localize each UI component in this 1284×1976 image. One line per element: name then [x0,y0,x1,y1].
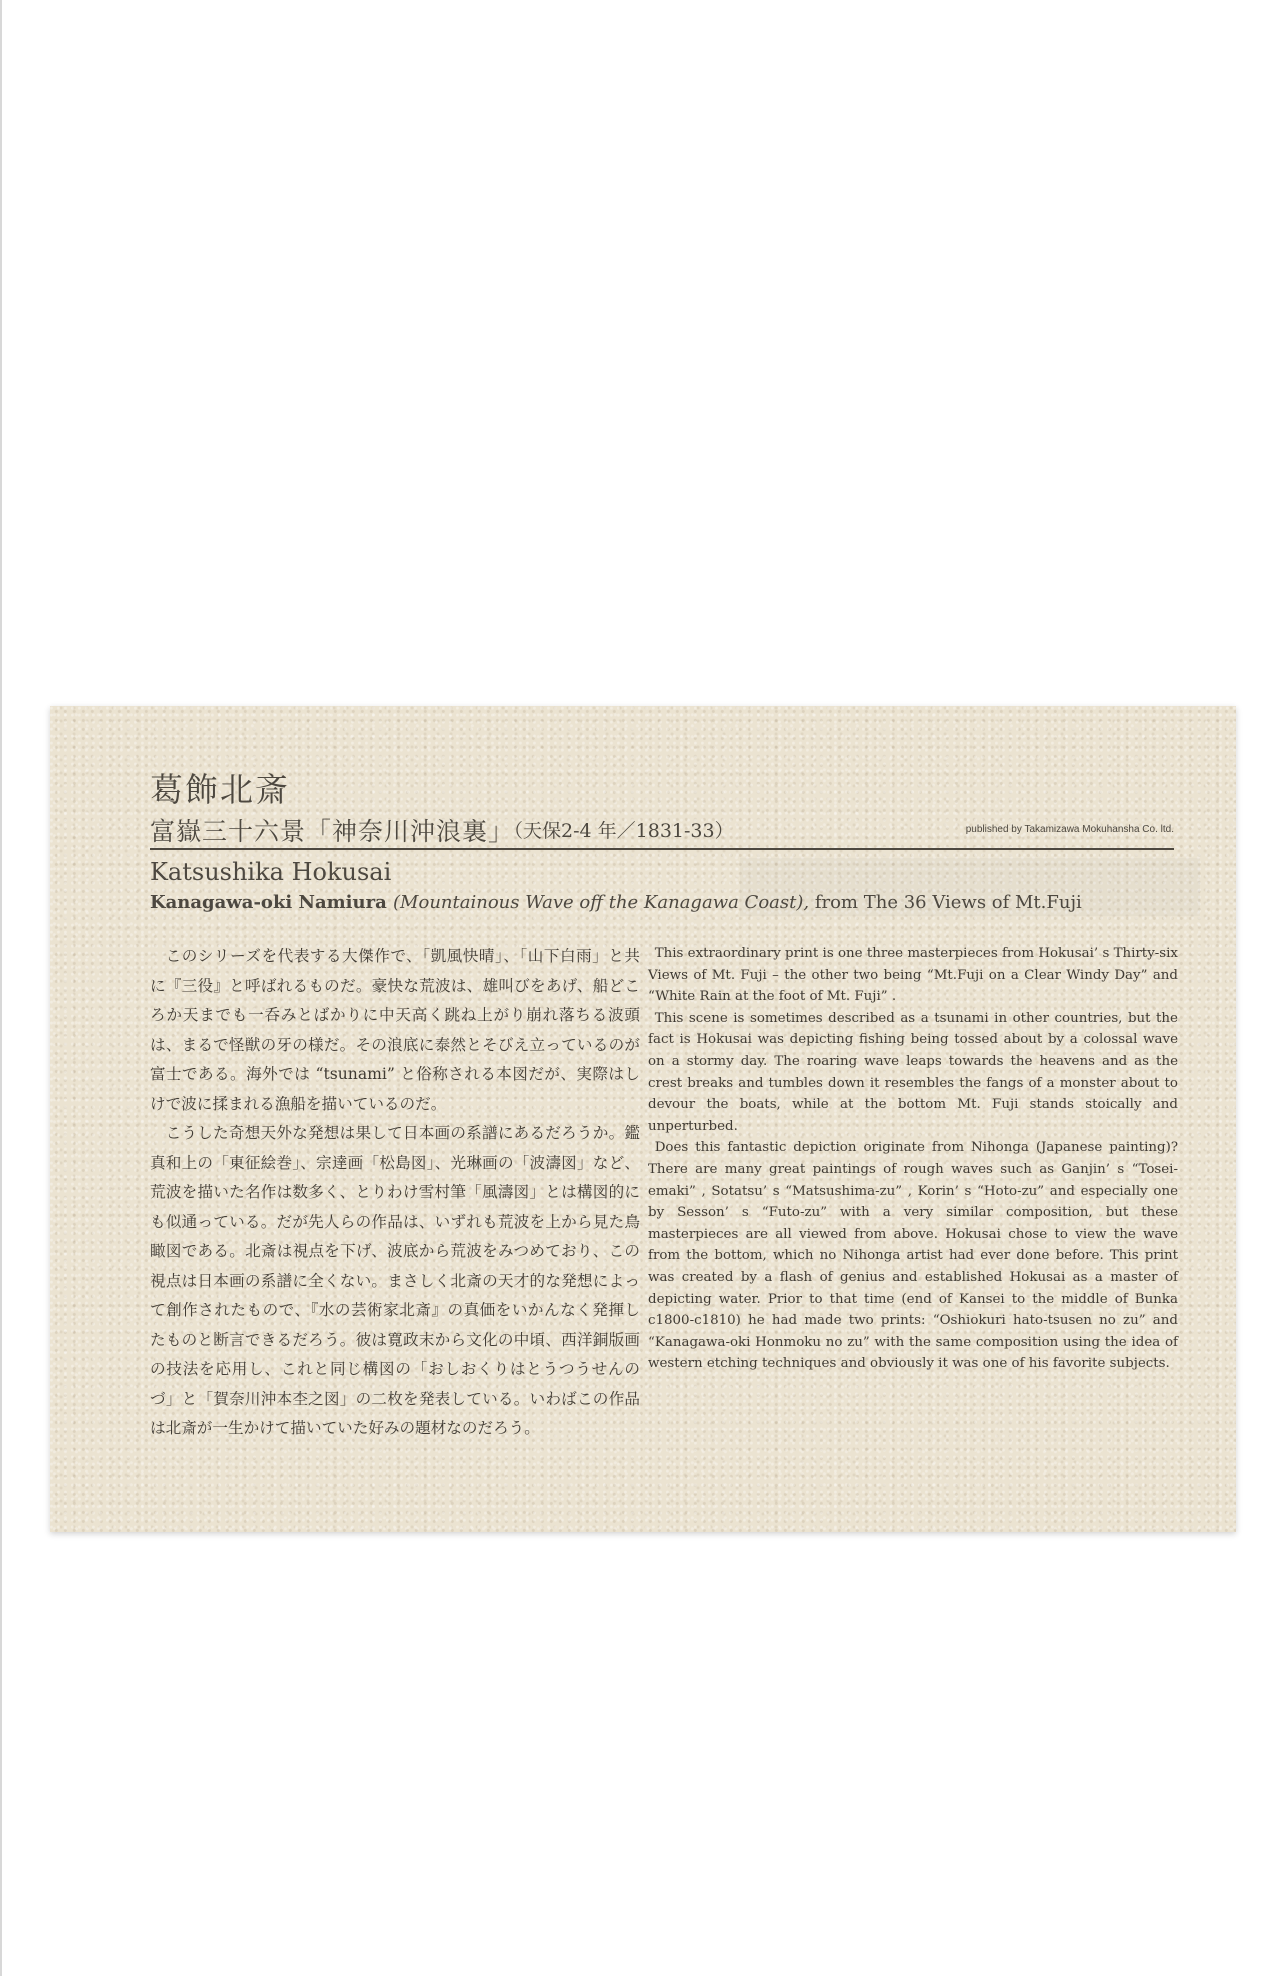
paragraph-japanese-1: このシリーズを代表する大傑作で、「凱風快晴」、「山下白雨」と共に『三役』と呼ばれるものだ。豪快な荒波は、雄叫びをあげ、船どころか天までも一呑みとばかりに中天高く跳ね上がり崩れ落ちる波頭は、まるで怪獣の牙の様だ。その浪底に泰然とそびえ立っているのが富士である。海外では “tsunami” と俗称される本図だが、実際はしけで波に揉まれる漁船を描いているのだ。 [150,947,640,1113]
print-title-english-italic: (Mountainous Wave off the Kanagawa Coast), [393,892,810,913]
print-title-english [150,892,1082,913]
print-dates-japanese: （天保2-4 年／1831-33） [504,820,734,842]
print-title-japanese: 富嶽三十六景「神奈川沖浪裏」 [150,817,515,846]
description-english [648,943,1178,1375]
page-left-border [0,0,2,1976]
publisher-credit: published by Takamizawa Mokuhansha Co. ltd. [965,824,1174,835]
paragraph-japanese-2: こうした奇想天外な発想は果して日本画の系譜にあるだろうか。鑑真和上の「東征絵巻」、宗達画「松島図」、光琳画の「波濤図」など、荒波を描いた名作は数多く、とりわけ雪村筆「風濤図」とは構図的にも似通っている。だが先人らの作品は、いずれも荒波を上から見た鳥瞰図である。北斎は視点を下げ、波底から荒波をみつめており、この視点は日本画の系譜に全くない。まさしく北斎の天才的な発想によって創作されたもので、『水の芸術家北斎』の真価をいかんなく発揮したものと断言できるだろう。彼は寛政末から文化の中頃、西洋銅版画の技法を応用し、これと同じ構図の「おしおくりはとうつうせんのづ」と「賀奈川沖本杢之図」の二枚を発表している。いわばこの作品は北斎が一生かけて描いていた好みの題材なのだろう。 [150,1124,640,1437]
description-japanese [150,942,640,1444]
print-title-english-bold: Kanagawa-oki Namiura [150,892,394,913]
header-divider [150,848,1174,850]
print-title-english-series: from The 36 Views of Mt.Fuji [809,892,1082,913]
artist-name-english: Katsushika Hokusai [150,858,392,886]
paragraph-english-2: This scene is sometimes described as a tsunami in other countries, but the fact is Hokusai was depicting fishing being tossed about by a colossal wave on a stormy day. The roaring wave leaps towards the heavens and as the crest breaks and tumbles down it resembles the fangs of a monster about to devour the boats, while at the bottom Mt. Fuji stands stoically and unperturbed. [648,1010,1178,1134]
artist-name-japanese: 葛飾北斎 [150,770,290,809]
paragraph-english-1: This extraordinary print is one three masterpieces from Hokusai’ s Thirty-six Views of Mt. Fuji – the other two being “Mt.Fuji on a Clear Windy Day” and “White Rain at the foot of Mt. Fuji” . [648,946,1178,1005]
paragraph-english-3: Does this fantastic depiction originate from Nihonga (Japanese painting)? There are many great paintings of rough waves such as Ganjin’ s “Tosei-emaki” , Sotatsu’ s “Matsushima-zu” , Korin’ s “Hoto-zu” and especially one by Sesson’ s “Futo-zu” with a very similar composition, but these masterpieces are all viewed from above. Hokusai chose to view the wave from the bottom, which no Nihonga artist had ever done before. This print was created by a flash of genius and established Hokusai as a master of depicting water. Prior to that time (end of Kansei to the middle of Bunka c1800-c1810) he had made two prints: “Oshiokuri hato-tsusen no zu” and “Kanagawa-oki Honmoku no zu” with the same composition using the idea of western etching techniques and obviously it was one of his favorite subjects. [648,1140,1178,1372]
title-row-japanese [150,804,1174,844]
description-card [50,706,1236,1532]
